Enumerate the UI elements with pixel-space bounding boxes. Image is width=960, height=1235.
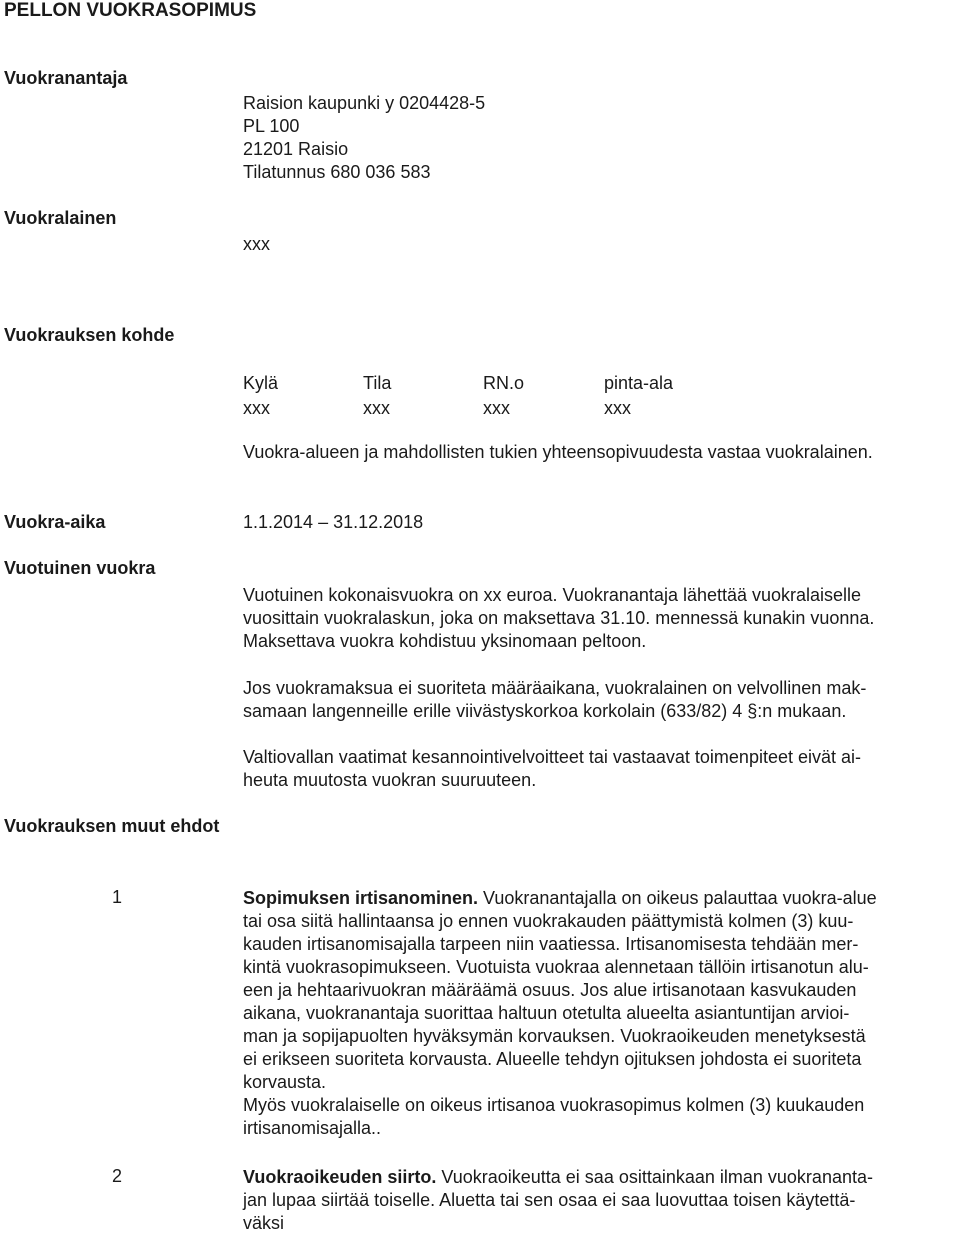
object-header-village: Kylä (243, 373, 279, 393)
document-title: PELLON VUOKRASOPIMUS (4, 0, 257, 21)
term-line: kauden irtisanomisajalla tarpeen niin vaatiessa. Irtisanomisesta tehdään mer- (243, 934, 859, 954)
term-line: tai osa siitä hallintaansa jo ennen vuokrakauden päättymistä kolmen (3) kuu- (243, 911, 854, 931)
object-value-estate: xxx (363, 398, 390, 418)
fallow-paragraph (243, 746, 861, 792)
landlord-label: Vuokranantaja (4, 68, 128, 88)
term-number: 2 (112, 1166, 123, 1186)
period-label: Vuokra-aika (4, 512, 106, 532)
landlord-line: 21201 Raisio (243, 139, 349, 159)
term-1-text (243, 887, 877, 1140)
term-line: Myös vuokralaiselle on oikeus irtisanoa vuokrasopimus kolmen (3) kuukauden (243, 1095, 865, 1115)
object-label: Vuokrauksen kohde (4, 325, 175, 345)
object-value-area: xxx (604, 398, 631, 418)
landlord-line: Tilatunnus 680 036 583 (243, 162, 431, 182)
term-line: irtisanomisajalla.. (243, 1118, 382, 1138)
term-line: korvausta. (243, 1072, 327, 1092)
annual-rent-label: Vuotuinen vuokra (4, 558, 156, 578)
term-number: 1 (112, 887, 123, 907)
term-line: aikana, vuokranantaja suorittaa haltuun otetulta alueelta asiantuntijan arvioi- (243, 1003, 850, 1023)
term-line: een ja hehtaarivuokran määräämä osuus. Jos alue irtisanotaan kasvukauden (243, 980, 857, 1000)
paragraph-line: Jos vuokramaksua ei suoriteta määräaikana, vuokralainen on velvollinen mak- (243, 678, 867, 698)
term-first-line-rest: Vuokranantajalla on oikeus palauttaa vuokra-alue (478, 888, 877, 908)
term-line: väksi (243, 1213, 285, 1233)
term-line: jan lupaa siirtää toiselle. Aluetta tai sen osaa ei saa luovuttaa toisen käytettä- (243, 1190, 856, 1210)
object-header-rno: RN.o (483, 373, 525, 393)
landlord-line: PL 100 (243, 116, 300, 136)
paragraph-line: Vuotuinen kokonaisvuokra on xx euroa. Vuokranantaja lähettää vuokralaiselle (243, 585, 862, 605)
period-value: 1.1.2014 – 31.12.2018 (243, 512, 424, 532)
term-first-line-rest: Vuokraoikeutta ei saa osittainkaan ilman vuokrananta- (436, 1167, 873, 1187)
term-line: kintä vuokrasopimukseen. Vuotuista vuokraa alennetaan tällöin irtisanotun alu- (243, 957, 869, 977)
term-2-text (243, 1166, 873, 1235)
annual-rent-paragraph (243, 584, 874, 653)
object-value-rno: xxx (483, 398, 510, 418)
term-line: man ja sopijapuolten hyväksymän korvauksen. Vuokraoikeuden menetyksestä (243, 1026, 866, 1046)
object-header-estate: Tila (363, 373, 392, 393)
object-header-area: pinta-ala (604, 373, 674, 393)
paragraph-line: Maksettava vuokra kohdistuu yksinomaan peltoon. (243, 631, 647, 651)
paragraph-line: Valtiovallan vaatimat kesannointivelvoitteet tai vastaavat toimenpiteet eivät ai- (243, 747, 862, 767)
term-line: ei erikseen suoriteta korvausta. Alueelle tehdyn ojituksen johdosta ei suoriteta (243, 1049, 862, 1069)
landlord-line: Raision kaupunki y 0204428-5 (243, 93, 486, 113)
paragraph-line: heuta muutosta vuokran suuruuteen. (243, 770, 537, 790)
paragraph-line: vuosittain vuokralaskun, joka on maksettava 31.10. mennessä kunakin vuonna. (243, 608, 875, 628)
paragraph-line: samaan langenneille erille viivästyskorkoa korkolain (633/82) 4 §:n mukaan. (243, 701, 847, 721)
term-heading: Sopimuksen irtisanominen. (243, 888, 479, 908)
other-terms-label: Vuokrauksen muut ehdot (4, 816, 220, 836)
term-heading: Vuokraoikeuden siirto. (243, 1167, 437, 1187)
tenant-value: xxx (243, 234, 270, 254)
term-first-line (243, 887, 877, 910)
late-payment-paragraph (243, 677, 866, 723)
tenant-label: Vuokralainen (4, 208, 117, 228)
object-value-village: xxx (243, 398, 270, 418)
object-note: Vuokra-alueen ja mahdollisten tukien yhteensopivuudesta vastaa vuokralainen. (243, 442, 873, 462)
term-first-line (243, 1166, 873, 1189)
landlord-address (243, 92, 485, 184)
